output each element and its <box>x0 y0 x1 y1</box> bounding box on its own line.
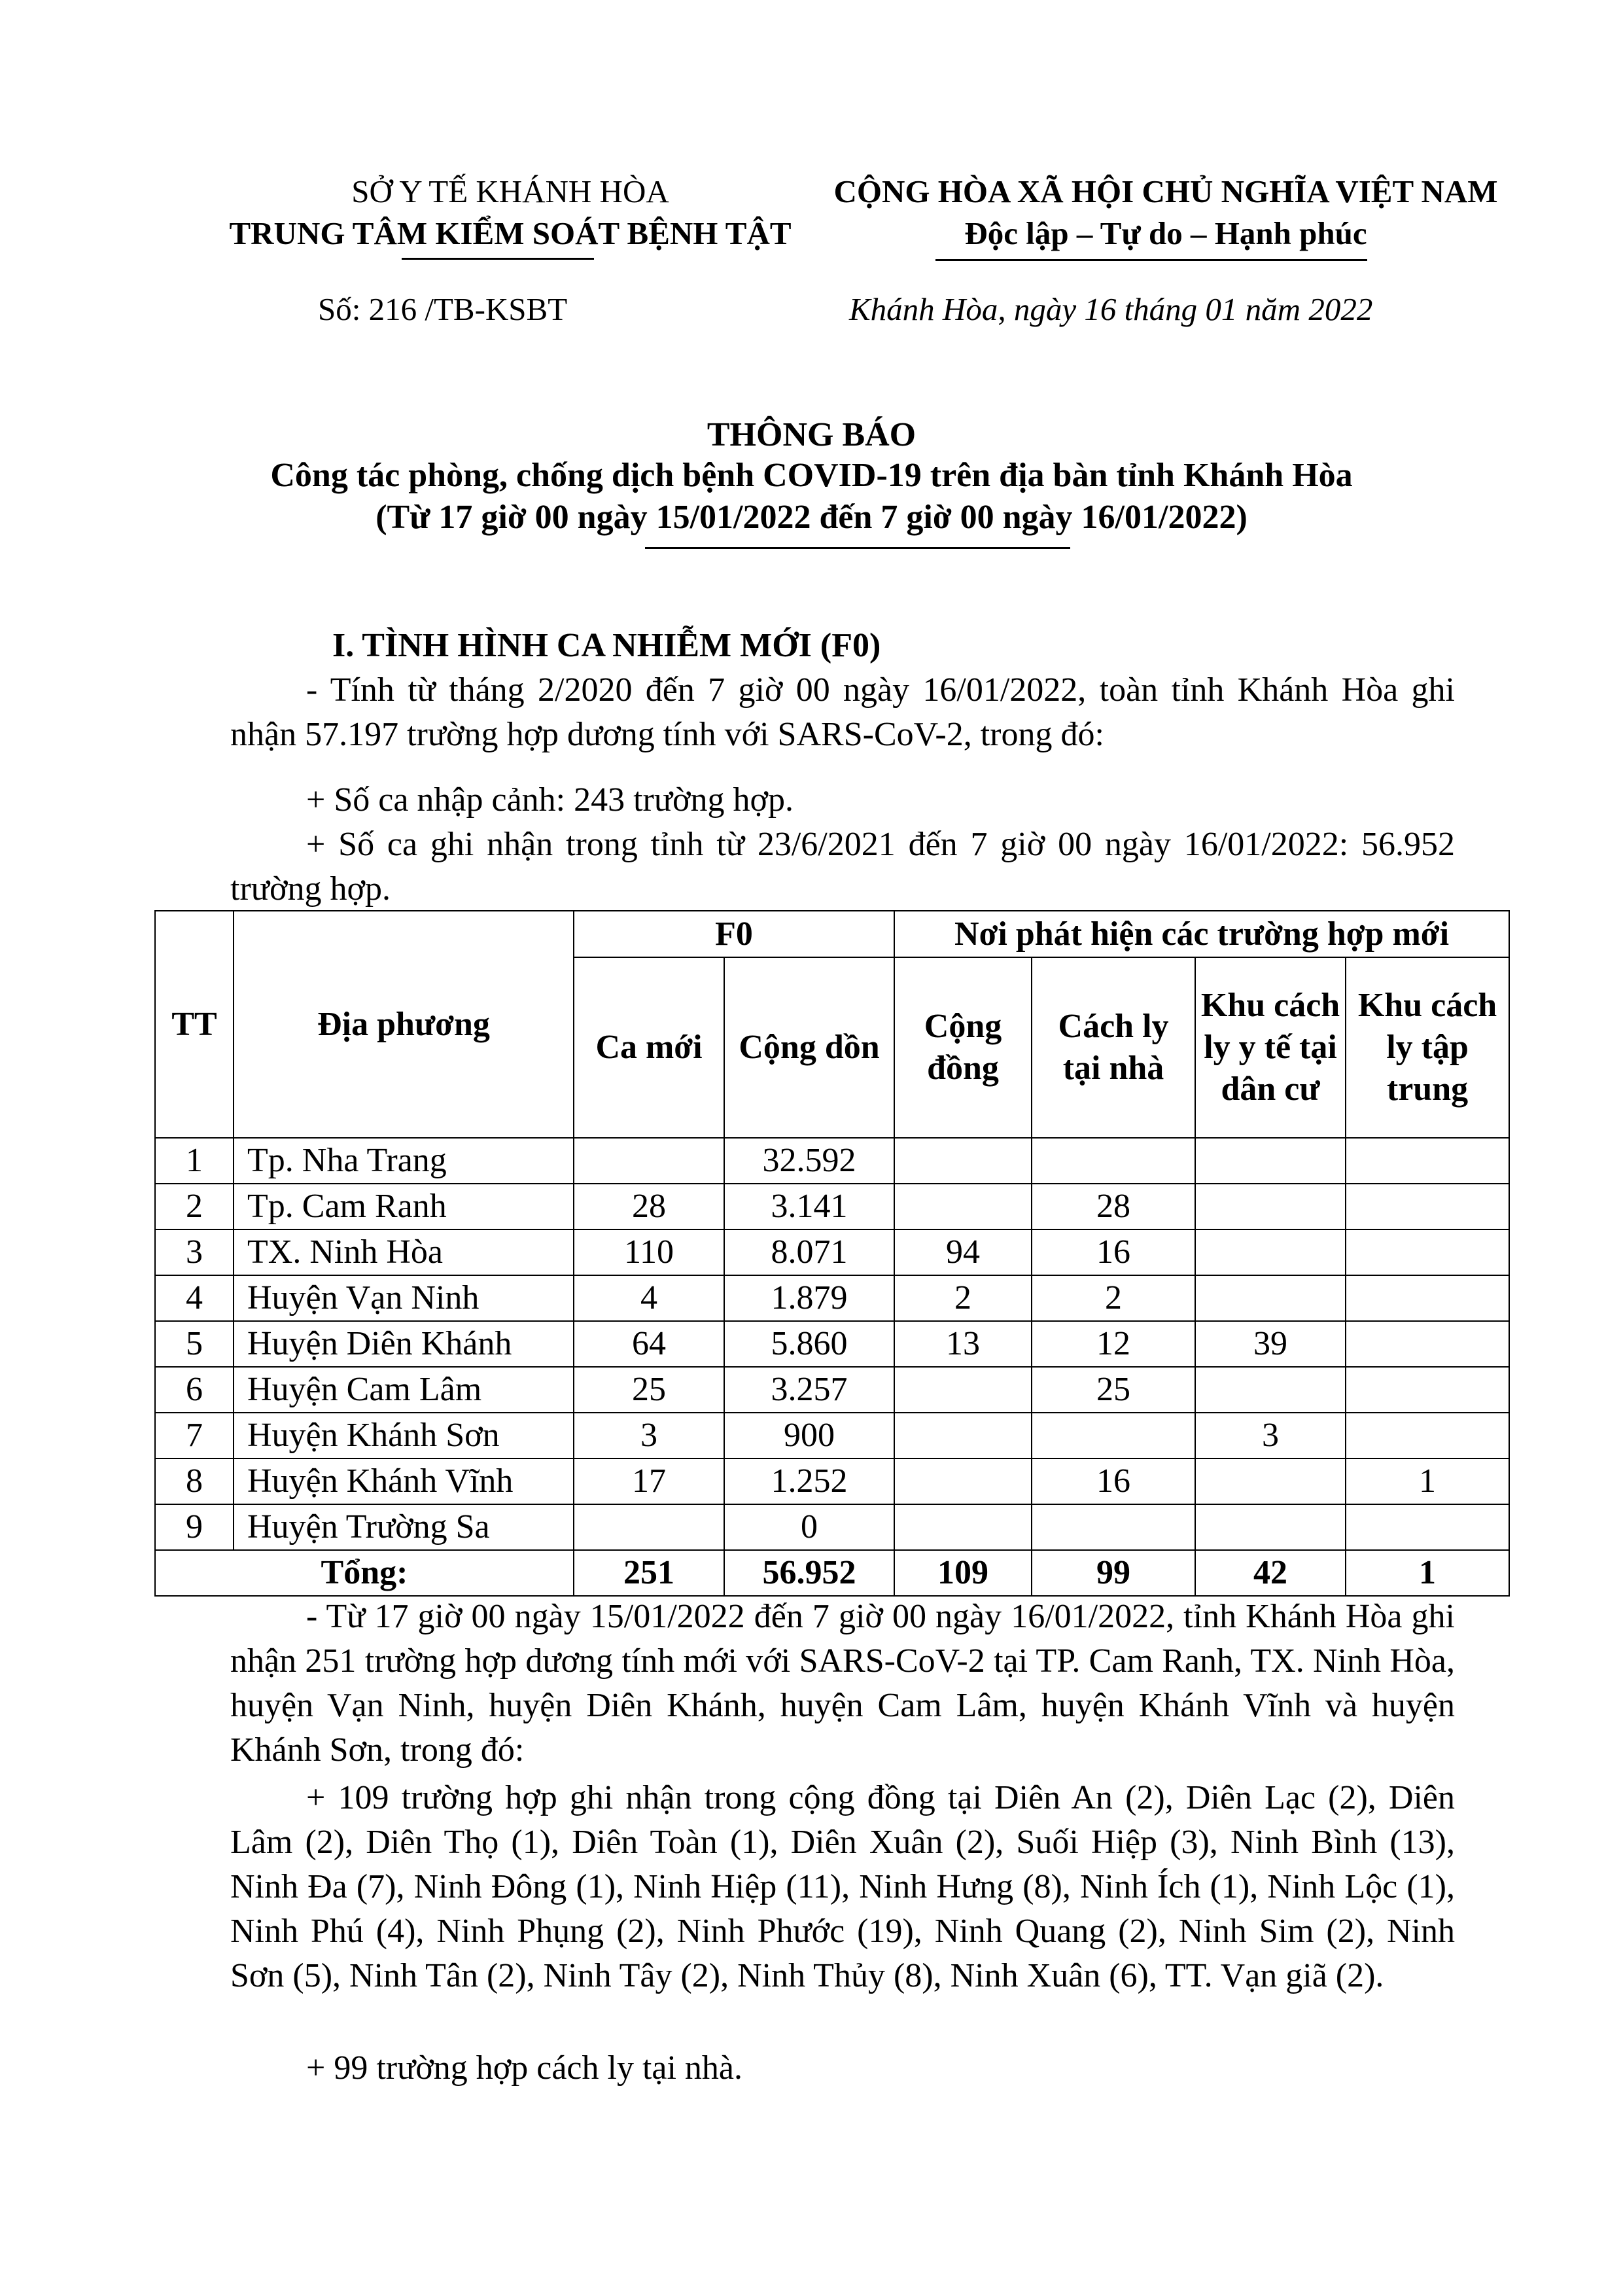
paragraph-imported: + Số ca nhập cảnh: 243 trường hợp. <box>306 781 794 819</box>
national-motto: Độc lập – Tự do – Hạnh phúc <box>964 215 1367 251</box>
cell-home: 12 <box>1032 1321 1195 1367</box>
paragraph-community-cases: + 109 trường hợp ghi nhận trong cộng đồng tại Diên An (2), Diên Lạc (2), Diên Lâm (2), Diên Thọ (1), Diên Toàn (1), Diên Xuân (2), Suối Hiệp (3), Ninh Bình (13), Ninh Đa (7), Ninh Đông (1), Ninh Hiệp (11), Ninh Hưng (8), Ninh Ích (1), Ninh Lộc (1), Ninh Phú (4), Ninh Phụng (2), Ninh Phước (19), Ninh Quang (2), Ninh Sim (2), Ninh Sơn (5), Ninh Tân (2), Ninh Tây (2), Ninh Thủy (8), Ninh Xuân (6), TT. Vạn giã (2). <box>230 1779 1455 1994</box>
total-cumulative: 56.952 <box>724 1550 894 1596</box>
cell-locality: Huyện Trường Sa <box>234 1504 574 1550</box>
cell-residential <box>1195 1229 1346 1275</box>
cell-locality: Huyện Diên Khánh <box>234 1321 574 1367</box>
total-home: 99 <box>1032 1550 1195 1596</box>
document-period: (Từ 17 giờ 00 ngày 15/01/2022 đến 7 giờ 00 ngày 16/01/2022) <box>375 499 1248 536</box>
cell-cumulative: 3.141 <box>724 1184 894 1229</box>
header-residential-isolation: Khu cách ly y tế tại dân cư <box>1195 957 1346 1138</box>
cell-cumulative: 32.592 <box>724 1138 894 1184</box>
cell-community <box>894 1458 1032 1504</box>
cell-residential: 3 <box>1195 1413 1346 1458</box>
total-new: 251 <box>574 1550 724 1596</box>
cell-cumulative: 900 <box>724 1413 894 1458</box>
cell-tt: 8 <box>155 1458 234 1504</box>
cell-locality: Huyện Khánh Sơn <box>234 1413 574 1458</box>
total-label: Tổng: <box>155 1550 574 1596</box>
cell-new: 4 <box>574 1275 724 1321</box>
cell-residential <box>1195 1138 1346 1184</box>
table-row <box>155 1321 1509 1367</box>
cell-centralized <box>1346 1413 1509 1458</box>
cell-new: 25 <box>574 1367 724 1413</box>
cell-locality: Tp. Cam Ranh <box>234 1184 574 1229</box>
cell-community: 2 <box>894 1275 1032 1321</box>
total-community: 109 <box>894 1550 1032 1596</box>
cell-cumulative: 1.252 <box>724 1458 894 1504</box>
cell-tt: 5 <box>155 1321 234 1367</box>
paragraph-home-isolation: + 99 trường hợp cách ly tại nhà. <box>306 2049 743 2087</box>
cell-locality: TX. Ninh Hòa <box>234 1229 574 1275</box>
cell-new <box>574 1138 724 1184</box>
header-new-cases: Ca mới <box>574 957 724 1138</box>
national-title: CỘNG HÒA XÃ HỘI CHỦ NGHĨA VIỆT NAM <box>833 173 1498 209</box>
paragraph-local: + Số ca ghi nhận trong tỉnh từ 23/6/2021 đến 7 giờ 00 ngày 16/01/2022: 56.952 trường hợp. <box>230 826 1455 908</box>
table-row <box>155 1138 1509 1184</box>
table-row <box>155 1504 1509 1550</box>
table-row <box>155 1184 1509 1229</box>
title-underline <box>645 547 1070 549</box>
cell-centralized <box>1346 1184 1509 1229</box>
header-cumulative: Cộng dồn <box>724 957 894 1138</box>
cell-community: 13 <box>894 1321 1032 1367</box>
header-detected-at: Nơi phát hiện các trường hợp mới <box>894 911 1509 957</box>
cell-tt: 1 <box>155 1138 234 1184</box>
cell-tt: 6 <box>155 1367 234 1413</box>
cell-home <box>1032 1138 1195 1184</box>
total-row <box>155 1550 1509 1596</box>
cell-locality: Tp. Nha Trang <box>234 1138 574 1184</box>
cell-tt: 4 <box>155 1275 234 1321</box>
cell-new: 28 <box>574 1184 724 1229</box>
table-row <box>155 1367 1509 1413</box>
agency-parent: SỞ Y TẾ KHÁNH HÒA <box>351 173 669 209</box>
cell-community <box>894 1138 1032 1184</box>
cell-home: 2 <box>1032 1275 1195 1321</box>
place-date: Khánh Hòa, ngày 16 tháng 01 năm 2022 <box>849 291 1373 327</box>
cell-cumulative: 1.879 <box>724 1275 894 1321</box>
cell-community <box>894 1367 1032 1413</box>
cell-home <box>1032 1413 1195 1458</box>
cell-locality: Huyện Khánh Vĩnh <box>234 1458 574 1504</box>
cell-home <box>1032 1504 1195 1550</box>
cell-residential <box>1195 1184 1346 1229</box>
cell-new <box>574 1504 724 1550</box>
cell-tt: 9 <box>155 1504 234 1550</box>
header-locality: Địa phương <box>234 911 574 1138</box>
paragraph-total: - Tính từ tháng 2/2020 đến 7 giờ 00 ngày 16/01/2022, toàn tỉnh Khánh Hòa ghi nhận 57.197 trường hợp dương tính với SARS-CoV-2, trong đó: <box>230 671 1455 753</box>
cell-cumulative: 8.071 <box>724 1229 894 1275</box>
document-title: THÔNG BÁO <box>707 416 916 453</box>
cases-table <box>154 910 1510 1597</box>
table-row <box>155 1229 1509 1275</box>
cell-centralized <box>1346 1229 1509 1275</box>
paragraph-new-cases: - Từ 17 giờ 00 ngày 15/01/2022 đến 7 giờ 00 ngày 16/01/2022, tỉnh Khánh Hòa ghi nhận 251 trường hợp dương tính mới với SARS-CoV-2 tại TP. Cam Ranh, TX. Ninh Hòa, huyện Vạn Ninh, huyện Diên Khánh, huyện Cam Lâm, huyện Khánh Vĩnh và huyện Khánh Sơn, trong đó: <box>230 1598 1455 1769</box>
cell-cumulative: 3.257 <box>724 1367 894 1413</box>
cell-community <box>894 1184 1032 1229</box>
cell-centralized: 1 <box>1346 1458 1509 1504</box>
header-tt: TT <box>155 911 234 1138</box>
cell-new: 110 <box>574 1229 724 1275</box>
cell-centralized <box>1346 1138 1509 1184</box>
agency-name: TRUNG TÂM KIỂM SOÁT BỆNH TẬT <box>229 215 792 251</box>
header-centralized-isolation: Khu cách ly tập trung <box>1346 957 1509 1138</box>
cell-new: 64 <box>574 1321 724 1367</box>
cell-tt: 3 <box>155 1229 234 1275</box>
cell-cumulative: 5.860 <box>724 1321 894 1367</box>
cell-centralized <box>1346 1275 1509 1321</box>
total-residential: 42 <box>1195 1550 1346 1596</box>
cell-centralized <box>1346 1367 1509 1413</box>
header-f0: F0 <box>574 911 894 957</box>
cell-tt: 2 <box>155 1184 234 1229</box>
total-centralized: 1 <box>1346 1550 1509 1596</box>
cell-home: 28 <box>1032 1184 1195 1229</box>
section-heading: I. TÌNH HÌNH CA NHIỄM MỚI (F0) <box>332 627 881 664</box>
cell-community <box>894 1504 1032 1550</box>
cell-residential <box>1195 1367 1346 1413</box>
document-number: Số: 216 /TB-KSBT <box>318 291 568 327</box>
cell-locality: Huyện Vạn Ninh <box>234 1275 574 1321</box>
document-subject: Công tác phòng, chống dịch bệnh COVID-19 trên địa bàn tỉnh Khánh Hòa <box>270 457 1353 494</box>
table-row <box>155 1413 1509 1458</box>
cell-home: 16 <box>1032 1229 1195 1275</box>
agency-underline <box>402 258 594 260</box>
cell-home: 25 <box>1032 1367 1195 1413</box>
cell-residential: 39 <box>1195 1321 1346 1367</box>
motto-underline <box>935 259 1367 261</box>
cell-home: 16 <box>1032 1458 1195 1504</box>
cell-new: 17 <box>574 1458 724 1504</box>
cell-tt: 7 <box>155 1413 234 1458</box>
header-home-isolation: Cách ly tại nhà <box>1032 957 1195 1138</box>
table-row <box>155 1275 1509 1321</box>
cell-new: 3 <box>574 1413 724 1458</box>
header-community: Cộng đồng <box>894 957 1032 1138</box>
cell-locality: Huyện Cam Lâm <box>234 1367 574 1413</box>
cell-community: 94 <box>894 1229 1032 1275</box>
table-row <box>155 1458 1509 1504</box>
cell-community <box>894 1413 1032 1458</box>
cell-residential <box>1195 1275 1346 1321</box>
cell-cumulative: 0 <box>724 1504 894 1550</box>
cell-centralized <box>1346 1504 1509 1550</box>
cell-centralized <box>1346 1321 1509 1367</box>
cell-residential <box>1195 1504 1346 1550</box>
cell-residential <box>1195 1458 1346 1504</box>
